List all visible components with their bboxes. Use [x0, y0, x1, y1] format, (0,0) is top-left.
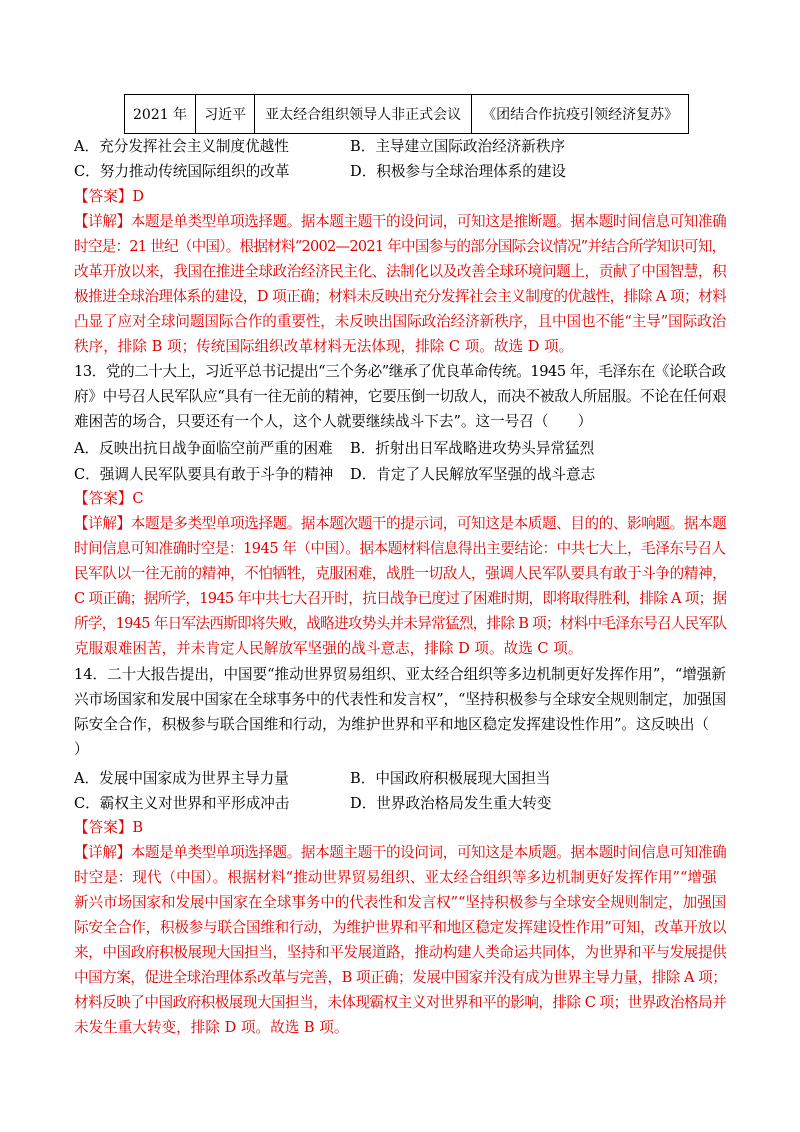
q13-stem-line: 府》中号召人民军队应“具有一往无前的精神，它要压倒一切敌人，而决不被敌人所屈服。不论在任何艰	[74, 388, 727, 405]
q14-option-b: B．中国政府积极展现大国担当	[350, 770, 551, 787]
q14-stem-line: 兴市场国家和发展中国家在全球事务中的代表性和发言权”，“坚持积极参与全球安全规则制定，加强国	[74, 691, 727, 708]
q13-detail-line: 所学，1945 年日军法西斯即将失败，战略进攻势头并未异常猛烈，排除 B 项；材料中毛泽东号召人民军队	[74, 615, 727, 632]
table-cell-meeting: 亚太经合组织领导人非正式会议	[255, 95, 472, 134]
q13-option-b: B．折射出日军战略进攻势头异常猛烈	[350, 440, 595, 457]
q12-option-d: D．积极参与全球治理体系的建设	[350, 163, 567, 180]
q14-answer: 【答案】B	[74, 819, 144, 836]
q14-detail-line: 来，中国政府积极展现大国担当，坚持和平发展道路，推动构建人类命运共同体，为世界和平与发展提供	[74, 944, 727, 961]
q14-option-a: A．发展中国家成为世界主导力量	[74, 770, 289, 787]
q13-detail-line: C 项正确；据所学，1945 年中共七大召开时，抗日战争已度过了困难时期，即将取得胜利，排除 A 项；据	[74, 590, 727, 607]
q12-answer: 【答案】D	[74, 188, 145, 205]
q13-option-c: C．强调人民军队要具有敢于斗争的精神	[74, 466, 334, 483]
table-cell-person: 习近平	[196, 95, 255, 134]
q12-detail-line: 秩序，排除 B 项；传统国际组织改革材料无法体现，排除 C 项。故选 D 项。	[74, 338, 574, 355]
q14-stem-line: 际安全合作，积极参与联合国维和行动，为维护世界和平和地区稳定发挥建设性作用”。这反映出（	[74, 716, 709, 733]
table-row	[125, 95, 689, 134]
table-cell-year: 2021 年	[125, 95, 196, 134]
q12-detail-line: 【详解】本题是单类型单项选择题。据本题主题干的设问词，可知这是推断题。据本题时间信息可知准确	[74, 213, 727, 230]
q13-option-a: A．反映出抗日战争面临空前严重的困难	[74, 440, 333, 457]
q12-detail-line: 时空是：21 世纪（中国）。根据材料“2002—2021 年中国参与的部分国际会议情况”并结合所学知识可知，	[74, 238, 726, 255]
q12-option-c: C．努力推动传统国际组织的改革	[74, 163, 290, 180]
q12-detail-line: 凸显了应对全球问题国际合作的重要性，未反映出国际政治经济新秩序，且中国也不能“主导”国际政治	[74, 313, 727, 330]
q12-option-a: A．充分发挥社会主义制度优越性	[74, 138, 289, 155]
q12-option-b: B．主导建立国际政治经济新秩序	[350, 138, 566, 155]
q13-detail-line: 民军队以一往无前的精神，不怕牺牲，克服困难，战胜一切敌人，强调人民军队要具有敢于斗争的精神，	[74, 565, 727, 582]
q14-option-d: D．世界政治格局发生重大转变	[350, 795, 552, 812]
q13-stem-line: 13．党的二十大上，习近平总书记提出“三个务必”继承了优良革命传统。1945 年，毛泽东在《论联合政	[74, 363, 726, 380]
q14-detail-line: 材料反映了中国政府积极展现大国担当，未体现霸权主义对世界和平的影响，排除 C 项；世界政治格局并	[74, 994, 727, 1011]
meeting-table	[124, 94, 689, 134]
q13-stem-line: 难困苦的场合，只要还有一个人，这个人就要继续战斗下去”。这一号召（ ）	[74, 413, 593, 430]
q14-stem-line: 14．二十大报告提出，中国要“推动世界贸易组织、亚太经合组织等多边机制更好发挥作用”，“增强新	[74, 666, 726, 683]
q14-detail-line: 【详解】本题是单类型单项选择题。据本题主题干的设问词，可知这是本质题。据本题时间信息可知准确	[74, 844, 727, 861]
q14-detail-line: 未发生重大转变，排除 D 项。故选 B 项。	[74, 1019, 349, 1036]
q14-detail-line: 新兴市场国家和发展中国家在全球事务中的代表性和发言权”“坚持积极参与全球安全规则制定，加强国	[74, 894, 727, 911]
q14-detail-line: 时空是：现代（中国）。根据材料“推动世界贸易组织、亚太经合组织等多边机制更好发挥作用”“增强	[74, 869, 717, 886]
q13-answer: 【答案】C	[74, 490, 144, 507]
q12-detail-line: 极推进全球治理体系的建设，D 项正确；材料未反映出充分发挥社会主义制度的优越性，排除 A 项；材料	[74, 288, 727, 305]
q14-detail-line: 际安全合作，积极参与联合国维和行动，为维护世界和平和地区稳定发挥建设性作用”可知，改革开放以	[74, 919, 727, 936]
q13-detail-line: 【详解】本题是多类型单项选择题。据本题次题干的提示词，可知这是本质题、目的的、影响题。据本题	[74, 515, 727, 532]
q14-stem-line: ）	[74, 741, 89, 758]
table-cell-speech: 《团结合作抗疫引领经济复苏》	[472, 95, 689, 134]
q14-option-c: C．霸权主义对世界和平形成冲击	[74, 795, 290, 812]
q12-detail-line: 改革开放以来，我国在推进全球政治经济民主化、法制化以及改善全球环境问题上，贡献了中国智慧，积	[74, 263, 727, 280]
q14-detail-line: 中国方案，促进全球治理体系改革与完善，B 项正确；发展中国家并没有成为世界主导力量，排除 A 项；	[74, 969, 727, 986]
q13-detail-line: 时间信息可知准确时空是：1945 年（中国）。据本题材料信息得出主要结论：中共七大上，毛泽东号召人	[74, 540, 726, 557]
q13-detail-line: 克服艰难困苦，并未肯定人民解放军坚强的战斗意志，排除 D 项。故选 C 项。	[74, 640, 583, 657]
q13-option-d: D．肯定了人民解放军坚强的战斗意志	[350, 466, 596, 483]
